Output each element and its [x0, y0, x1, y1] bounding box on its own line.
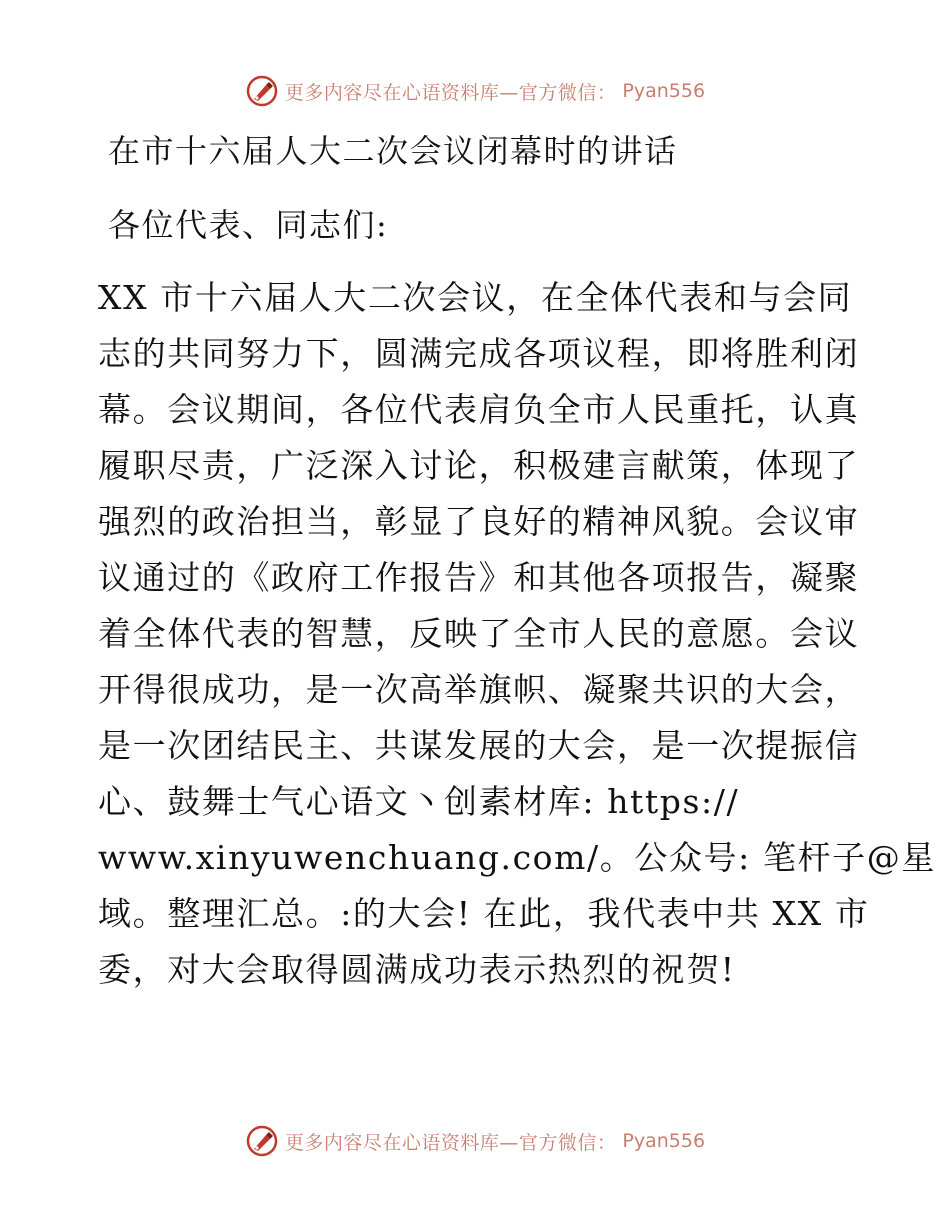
watermark-account: Pyan556 [622, 80, 706, 102]
paragraph-line: 议通过的《政府工作报告》和其他各项报告，凝聚 [98, 558, 860, 597]
watermark-text: 更多内容尽在心语资料库—官方微信： [284, 81, 617, 104]
salutation: 各位代表、同志们: [108, 206, 389, 244]
paragraph-line: 强烈的政治担当，彰显了良好的精神风貌。会议审 [98, 502, 860, 541]
paragraph-line: 开得很成功，是一次高举旗帜、凝聚共识的大会， [98, 670, 860, 709]
paragraph-line: 是一次团结民主、共谋发展的大会，是一次提振信 [98, 726, 860, 765]
pen-nib-circle-icon [245, 1124, 279, 1158]
paragraph-line: 心、鼓舞士气心语文丶创素材库: https:// [98, 782, 740, 821]
watermark-account: Pyan556 [622, 1130, 706, 1152]
watermark-text: 更多内容尽在心语资料库—官方微信： [284, 1131, 617, 1154]
header-watermark [0, 74, 950, 108]
paragraph-line: 域。整理汇总。:的大会! 在此，我代表中共 XX 市 [98, 894, 870, 933]
footer-watermark [0, 1124, 950, 1158]
pen-nib-circle-icon [245, 74, 279, 108]
paragraph-line: 着全体代表的智慧，反映了全市人民的意愿。会议 [98, 614, 860, 653]
paragraph-line: 委，对大会取得圆满成功表示热烈的祝贺! [98, 950, 736, 989]
paragraph-line: 履职尽责，广泛深入讨论，积极建言献策，体现了 [98, 446, 860, 485]
paragraph-line: XX 市十六届人大二次会议，在全体代表和与会同 [98, 278, 853, 317]
document-title: 在市十六届人大二次会议闭幕时的讲话 [108, 132, 678, 170]
speech-paragraph [98, 270, 936, 998]
paragraph-line: 志的共同努力下，圆满完成各项议程，即将胜利闭 [98, 334, 860, 373]
paragraph-line: 幕。会议期间，各位代表肩负全市人民重托，认真 [98, 390, 860, 429]
paragraph-line: www.xinyuwenchuang.com/。公众号: 笔杆子@星 [98, 838, 936, 877]
